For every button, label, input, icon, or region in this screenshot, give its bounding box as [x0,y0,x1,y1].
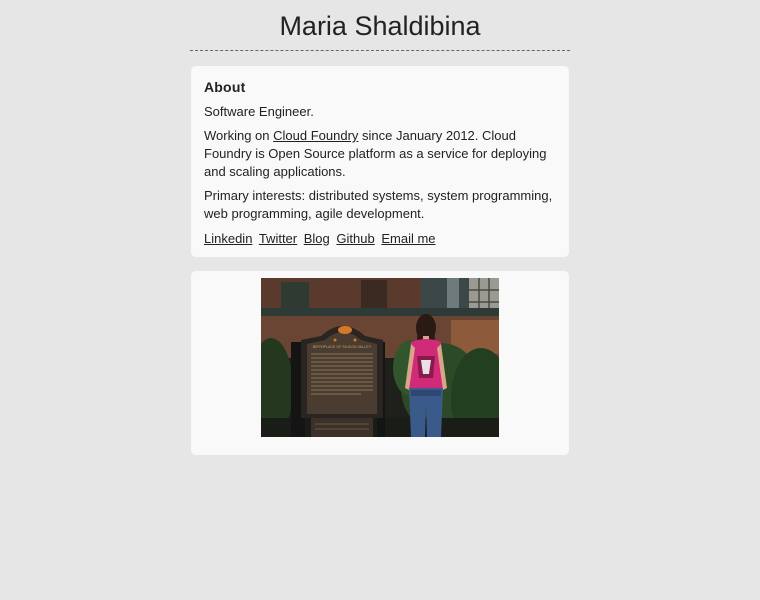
cloud-foundry-link[interactable]: Cloud Foundry [273,128,359,143]
social-links [204,231,556,247]
photo-image [261,278,499,437]
linkedin-link[interactable]: Linkedin [204,231,253,246]
photo-card [191,271,569,455]
email-link[interactable]: Email me [381,231,436,246]
interests-text [204,187,556,223]
twitter-link[interactable]: Twitter [258,231,298,246]
role-text [204,103,556,121]
profile-photo [261,278,499,437]
role-label: Software Engineer. [204,104,314,119]
about-card [191,66,569,257]
sign-title: BIRTHPLACE OF SILICON VALLEY [312,345,372,349]
blog-link[interactable]: Blog [303,231,330,246]
interests-label: Primary interests: distributed systems, system programming, web programming, agile development. [204,188,553,221]
work-text [204,127,556,181]
work-suffix: since January 2012. Cloud Foundry is Open Source platform as a service for deploying and scaling applications. [204,128,547,179]
github-link[interactable]: Github [336,231,375,246]
title-divider [190,50,570,51]
page-title: Maria Shaldibina [279,11,481,41]
about-heading: About [204,79,246,95]
work-prefix: Working on [204,128,274,143]
